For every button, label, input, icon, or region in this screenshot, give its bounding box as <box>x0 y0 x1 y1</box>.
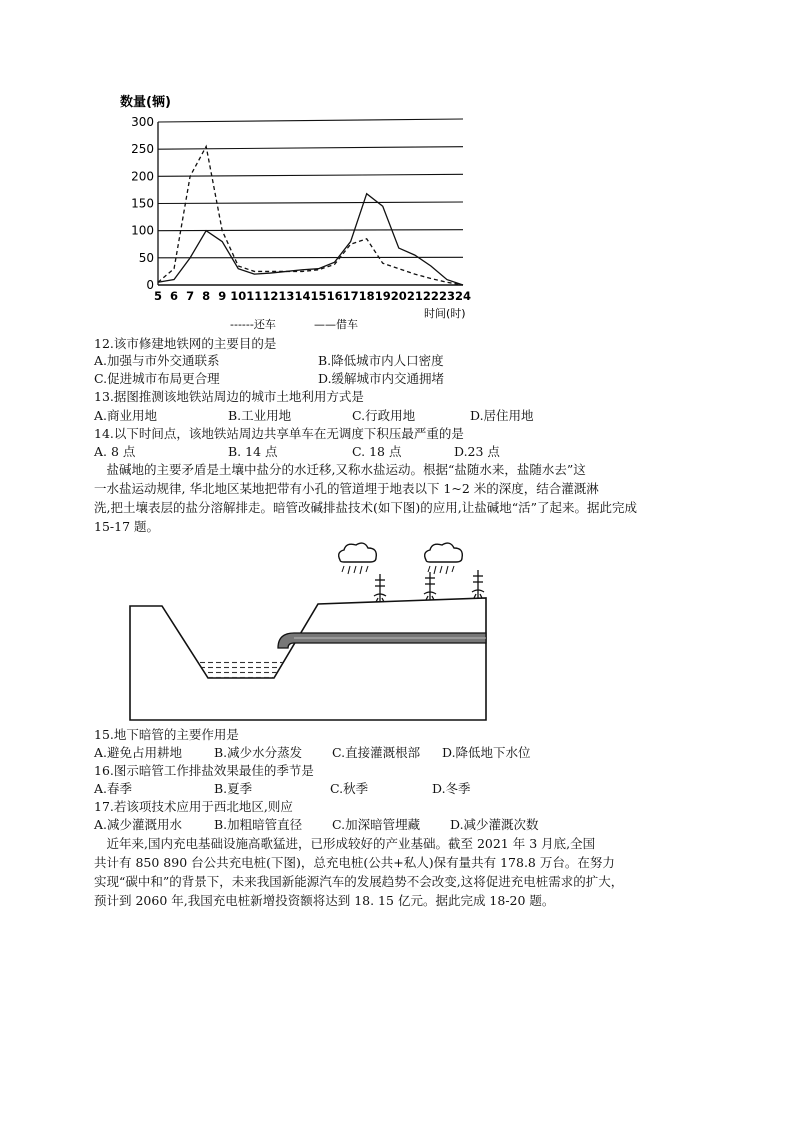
y-axis-label: 数量(辆) <box>120 95 171 110</box>
y-tick-100: 100 <box>131 223 154 238</box>
q15-option-d: D.降低地下水位 <box>442 745 531 760</box>
x-tick-8: 8 <box>202 289 211 303</box>
q13-option-b: B.工业用地 <box>228 408 292 423</box>
q17-option-a: A.减少灌溉用水 <box>94 817 183 832</box>
crop-plant-icon <box>424 572 436 600</box>
x-tick-9: 9 <box>218 289 227 303</box>
q12-option-d: D.缓解城市内交通拥堵 <box>318 371 445 386</box>
q15-option-c: C.直接灌溉根部 <box>332 745 421 760</box>
series-line-borrow <box>158 194 463 285</box>
q17-option-c: C.加深暗管埋藏 <box>332 817 421 832</box>
rain-cloud-icon <box>339 543 377 574</box>
passage2-line2: 共计有 850 890 台公共充电桩(下图)，总充电桩(公共+私人)保有量共有 178.8 万台。在努力 <box>94 855 615 870</box>
x-tick-15: 15 <box>310 289 327 303</box>
q17-stem: 17.若该项技术应用于西北地区,则应 <box>94 799 293 814</box>
passage-charging-piles <box>94 834 704 910</box>
x-tick-17: 17 <box>342 289 359 303</box>
q12-option-b: B.降低城市内人口密度 <box>318 353 444 368</box>
soil-block <box>130 598 486 720</box>
passage2-line3: 实现“碳中和”的背景下，未来我国新能源汽车的发展趋势不会改变,这将促进充电桩需求的扩大， <box>94 874 624 889</box>
y-tick-labels <box>131 115 154 292</box>
crop-plant-icon <box>374 574 386 602</box>
q12-option-c: C.促进城市布局更合理 <box>94 371 220 386</box>
y-tick-300: 300 <box>131 115 154 129</box>
q15-option-a: A.避免占用耕地 <box>94 745 183 760</box>
x-tick-23: 23 <box>438 289 455 303</box>
passage1-line2: 一水盐运动规律, 华北地区某地把带有小孔的管道埋于地表以下 1~2 米的深度，结合灌溉淋 <box>94 481 599 496</box>
x-tick-22: 22 <box>422 289 439 303</box>
x-tick-13: 13 <box>278 289 295 303</box>
q13-stem: 13.据图推测该地铁站周边的城市土地利用方式是 <box>94 389 364 404</box>
x-tick-7: 7 <box>186 289 195 303</box>
q16-option-a: A.春季 <box>94 781 133 796</box>
gridline-250 <box>158 147 463 150</box>
y-tick-0: 0 <box>146 278 154 292</box>
q17-option-d: D.减少灌溉次数 <box>450 817 539 832</box>
x-tick-12: 12 <box>262 289 279 303</box>
bike-count-chart <box>118 92 478 332</box>
x-tick-19: 19 <box>374 289 391 303</box>
x-tick-5: 5 <box>153 289 163 303</box>
x-tick-11: 11 <box>246 289 263 303</box>
q16-option-c: C.秋季 <box>330 781 369 796</box>
series-line-return <box>158 146 463 285</box>
x-tick-21: 21 <box>406 289 423 303</box>
q15-stem: 15.地下暗管的主要作用是 <box>94 727 239 742</box>
passage2-line1: 近年来,国内充电基础设施高歌猛进，已形成较好的产业基础。截至 2021 年 3 月底,全国 <box>94 836 596 851</box>
q13-option-a: A.商业用地 <box>94 408 158 423</box>
y-tick-250: 250 <box>131 142 154 157</box>
q14-stem: 14.以下时间点，该地铁站周边共享单车在无调度下积压最严重的是 <box>94 426 464 441</box>
gridline-150 <box>158 202 463 204</box>
q14-option-b: B. 14 点 <box>228 444 278 459</box>
q16-option-b: B.夏季 <box>214 781 253 796</box>
gridline-300 <box>158 119 463 122</box>
x-tick-10: 10 <box>230 289 247 303</box>
gridline-200 <box>158 174 463 176</box>
legend-borrow: ——借车 <box>314 318 358 331</box>
x-tick-labels <box>154 289 471 303</box>
q16-stem: 16.图示暗管工作排盐效果最佳的季节是 <box>94 763 314 778</box>
passage1-line4: 15-17 题。 <box>94 519 160 534</box>
q13-option-d: D.居住用地 <box>470 408 534 423</box>
x-tick-6: 6 <box>170 289 179 303</box>
x-tick-16: 16 <box>326 289 343 303</box>
chart-gridlines <box>158 119 463 285</box>
q14-option-a: A. 8 点 <box>94 444 136 459</box>
x-tick-20: 20 <box>390 289 407 303</box>
gridline-100 <box>158 230 463 231</box>
q14-option-c: C. 18 点 <box>352 444 402 459</box>
q13-option-c: C.行政用地 <box>352 408 416 423</box>
q12-option-a: A.加强与市外交通联系 <box>94 353 220 368</box>
rain-cloud-icon <box>425 543 463 574</box>
y-tick-200: 200 <box>131 169 154 184</box>
passage1-line1: 盐碱地的主要矛盾是土壤中盐分的水迁移,又称水盐运动。根据“盐随水来，盐随水去”这 <box>94 462 586 477</box>
legend-return: ------还车 <box>230 318 276 331</box>
x-axis-label: 时间(时) <box>424 307 466 320</box>
q17-option-b: B.加粗暗管直径 <box>214 817 303 832</box>
passage1-line3: 洗,把土壤表层的盐分溶解排走。暗管改碱排盐技术(如下图)的应用,让盐碱地“活”了起来。据此完成 <box>94 500 637 515</box>
q14-option-d: D.23 点 <box>454 444 500 459</box>
x-tick-14: 14 <box>294 289 311 303</box>
q15-option-b: B.减少水分蒸发 <box>214 745 303 760</box>
q16-option-d: D.冬季 <box>432 781 471 796</box>
underground-drain-diagram <box>128 540 490 724</box>
y-tick-50: 50 <box>138 250 154 265</box>
x-tick-18: 18 <box>358 289 375 303</box>
y-tick-150: 150 <box>131 196 154 211</box>
crop-plant-icon <box>472 570 484 598</box>
q12-stem: 12.该市修建地铁网的主要目的是 <box>94 336 277 351</box>
chart-series <box>158 146 463 285</box>
x-tick-24: 24 <box>454 289 472 303</box>
passage2-line4: 预计到 2060 年,我国充电桩新增投资额将达到 18. 15 亿元。据此完成 18-20 题。 <box>94 893 555 908</box>
passage-saline-soil <box>94 460 704 536</box>
ditch-water <box>198 660 284 678</box>
